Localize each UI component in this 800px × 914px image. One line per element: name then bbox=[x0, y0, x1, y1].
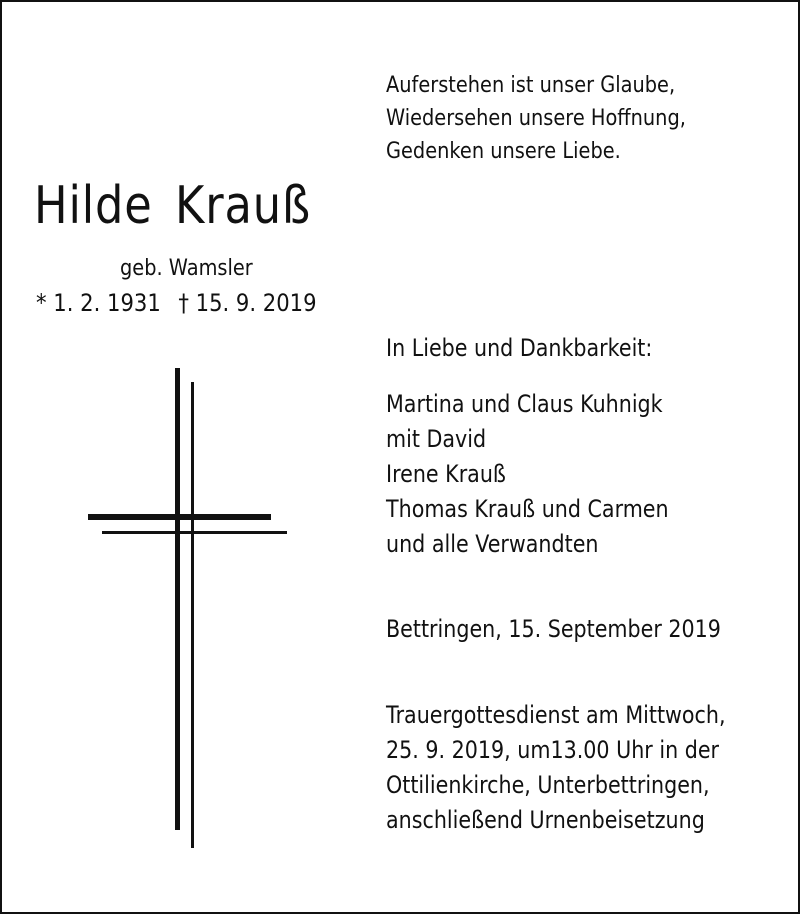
verse-line: Gedenken unsere Liebe. bbox=[386, 139, 621, 164]
cross-thin-vertical bbox=[191, 382, 194, 848]
thanks-heading: In Liebe und Dankbarkeit: bbox=[386, 334, 653, 362]
service-line: anschließend Urnenbeisetzung bbox=[386, 806, 705, 834]
cross-thick-vertical bbox=[175, 368, 180, 830]
service-line: Trauergottesdienst am Mittwoch, bbox=[386, 701, 726, 729]
verse-line: Wiedersehen unsere Hoffnung, bbox=[386, 106, 686, 131]
mourner-line: Thomas Krauß und Carmen bbox=[386, 495, 669, 523]
mourner-line: Irene Krauß bbox=[386, 460, 506, 488]
verse-line: Auferstehen ist unser Glaube, bbox=[386, 73, 676, 98]
service-line: 25. 9. 2019, um13.00 Uhr in der bbox=[386, 736, 720, 764]
mourner-line: Martina und Claus Kuhnigk bbox=[386, 390, 663, 418]
birth-date: * 1. 2. 1931 bbox=[36, 289, 161, 317]
first-name: Hilde bbox=[34, 176, 153, 236]
cross-thin-horizontal bbox=[102, 531, 287, 534]
last-name: Krauß bbox=[175, 176, 311, 236]
service-line: Ottilienkirche, Unterbettringen, bbox=[386, 771, 710, 799]
cross-thick-horizontal bbox=[88, 514, 271, 520]
place-date: Bettringen, 15. September 2019 bbox=[386, 615, 721, 643]
mourner-line: mit David bbox=[386, 425, 487, 453]
death-date: † 15. 9. 2019 bbox=[178, 289, 317, 317]
mourner-line: und alle Verwandten bbox=[386, 530, 599, 558]
birth-name: geb. Wamsler bbox=[120, 256, 253, 281]
